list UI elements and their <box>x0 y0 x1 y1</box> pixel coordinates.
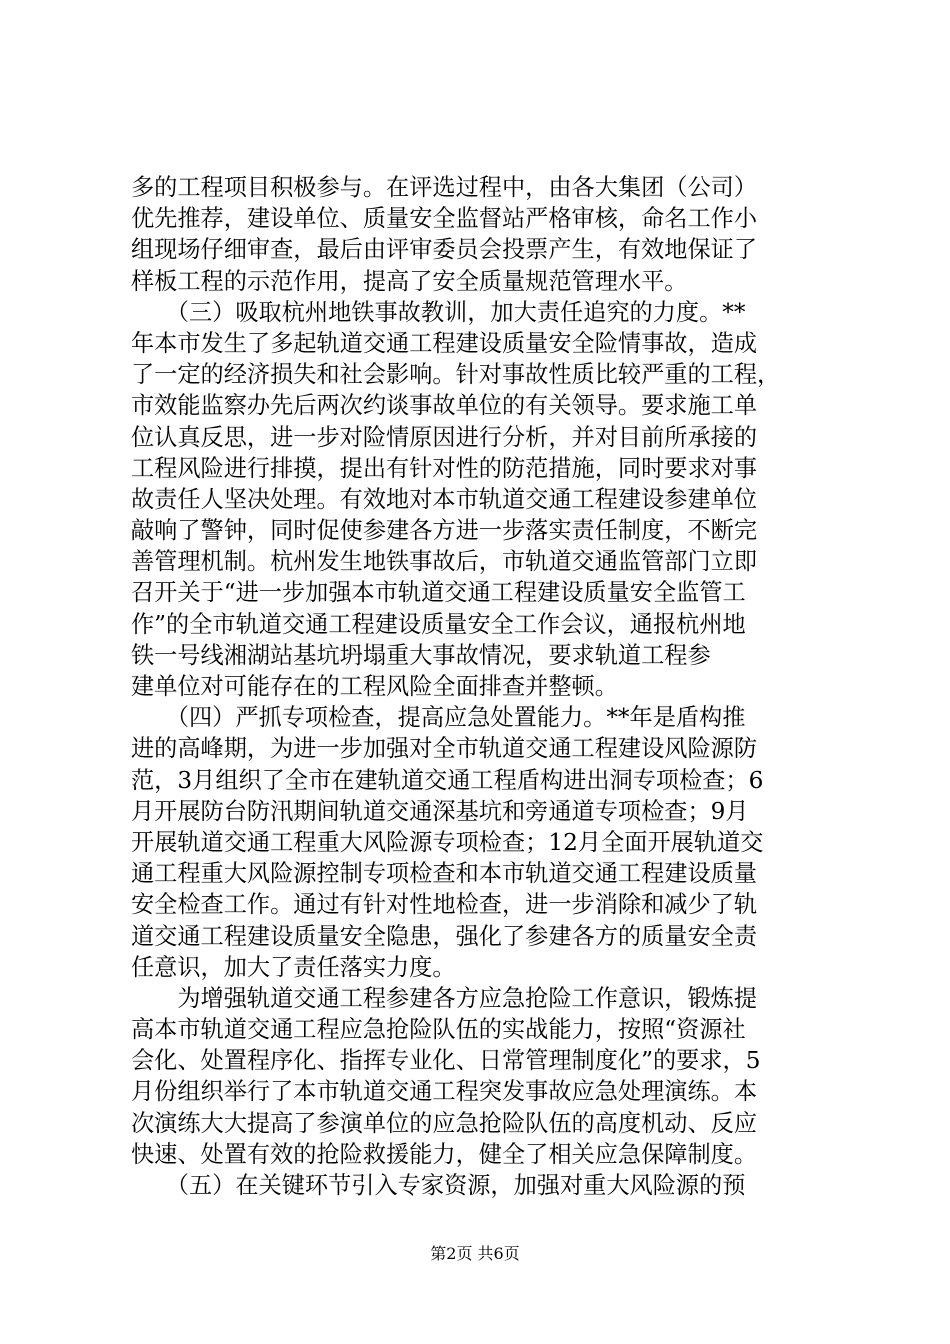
text-line: 组现场仔细审查，最后由评审委员会投票产生，有效地保证了 <box>131 236 758 264</box>
text-line: 优先推荐，建设单位、质量安全监督站严格审核，命名工作小 <box>131 205 758 233</box>
text-line: 位认真反思，进一步对险情原因进行分析，并对目前所承接的 <box>131 423 758 451</box>
text-line: 建单位对可能存在的工程风险全面排查并整顿。 <box>131 673 618 700</box>
text-line: 为增强轨道交通工程参建各方应急抢险工作意识，锻炼提 <box>131 984 758 1012</box>
text-line: 善管理机制。杭州发生地铁事故后，市轨道交通监管部门立即 <box>131 548 758 576</box>
text-line: 敲响了警钟，同时促使参建各方进一步落实责任制度，不断完 <box>131 517 758 545</box>
text-line: （四）严抓专项检查，提高应急处置能力。**年是盾构推 <box>131 704 746 732</box>
text-line: 通工程重大风险源控制专项检查和本市轨道交通工程建设质量 <box>131 860 758 888</box>
text-line: 高本市轨道交通工程应急抢险队伍的实战能力，按照“资源社 <box>131 1016 746 1044</box>
text-line: 进的高峰期，为进一步加强对全市轨道交通工程建设风险源防 <box>131 735 758 763</box>
text-line: 次演练大大提高了参演单位的应急抢险队伍的高度机动、反应 <box>131 1109 758 1137</box>
text-line: 召开关于“进一步加强本市轨道交通工程建设质量安全监管工 <box>131 579 746 607</box>
text-line: 月开展防台防汛期间轨道交通深基坑和旁通道专项检查；9月 <box>131 797 749 825</box>
text-line: 道交通工程建设质量安全隐患，强化了参建各方的质量安全责 <box>131 922 758 950</box>
text-line: 会化、处置程序化、指挥专业化、日常管理制度化”的要求，5 <box>131 1047 761 1075</box>
text-line: 范，3月组织了全市在建轨道交通工程盾构进出洞专项检查；6 <box>131 766 764 794</box>
text-line: （五）在关键环节引入专家资源，加强对重大风险源的预 <box>131 1172 746 1199</box>
text-line: 任意识，加大了责任落实力度。 <box>131 953 456 981</box>
text-line: （三）吸取杭州地铁事故教训，加大责任追究的力度。** <box>131 298 746 326</box>
body-text <box>131 172 831 1201</box>
text-line: 铁一号线湘湖站基坑坍塌重大事故情况，要求轨道工程参 <box>131 641 711 669</box>
text-line: 了一定的经济损失和社会影响。针对事故性质比较严重的工程， <box>131 361 781 389</box>
text-line: 快速、处置有效的抢险救援能力，健全了相关应急保障制度。 <box>131 1140 758 1168</box>
text-line: 市效能监察办先后两次约谈事故单位的有关领导。要求施工单 <box>131 392 758 420</box>
page-footer: 第2页 共6页 <box>430 1244 520 1263</box>
text-line: 样板工程的示范作用，提高了安全质量规范管理水平。 <box>131 267 688 295</box>
text-line: 作”的全市轨道交通工程建设质量安全工作会议，通报杭州地 <box>131 610 746 638</box>
text-line: 故责任人坚决处理。有效地对本市轨道交通工程建设参建单位 <box>131 485 758 513</box>
text-line: 工程风险进行排摸，提出有针对性的防范措施，同时要求对事 <box>131 454 758 482</box>
text-line: 年本市发生了多起轨道交通工程建设质量安全险情事故，造成 <box>131 329 758 357</box>
text-line: 开展轨道交通工程重大风险源专项检查；12月全面开展轨道交 <box>131 828 764 856</box>
text-line: 安全检查工作。通过有针对性地检查，进一步消除和减少了轨 <box>131 891 758 919</box>
text-line: 多的工程项目积极参与。在评选过程中，由各大集团（公司） <box>131 174 758 201</box>
text-line: 月份组织举行了本市轨道交通工程突发事故应急处理演练。本 <box>131 1078 758 1106</box>
